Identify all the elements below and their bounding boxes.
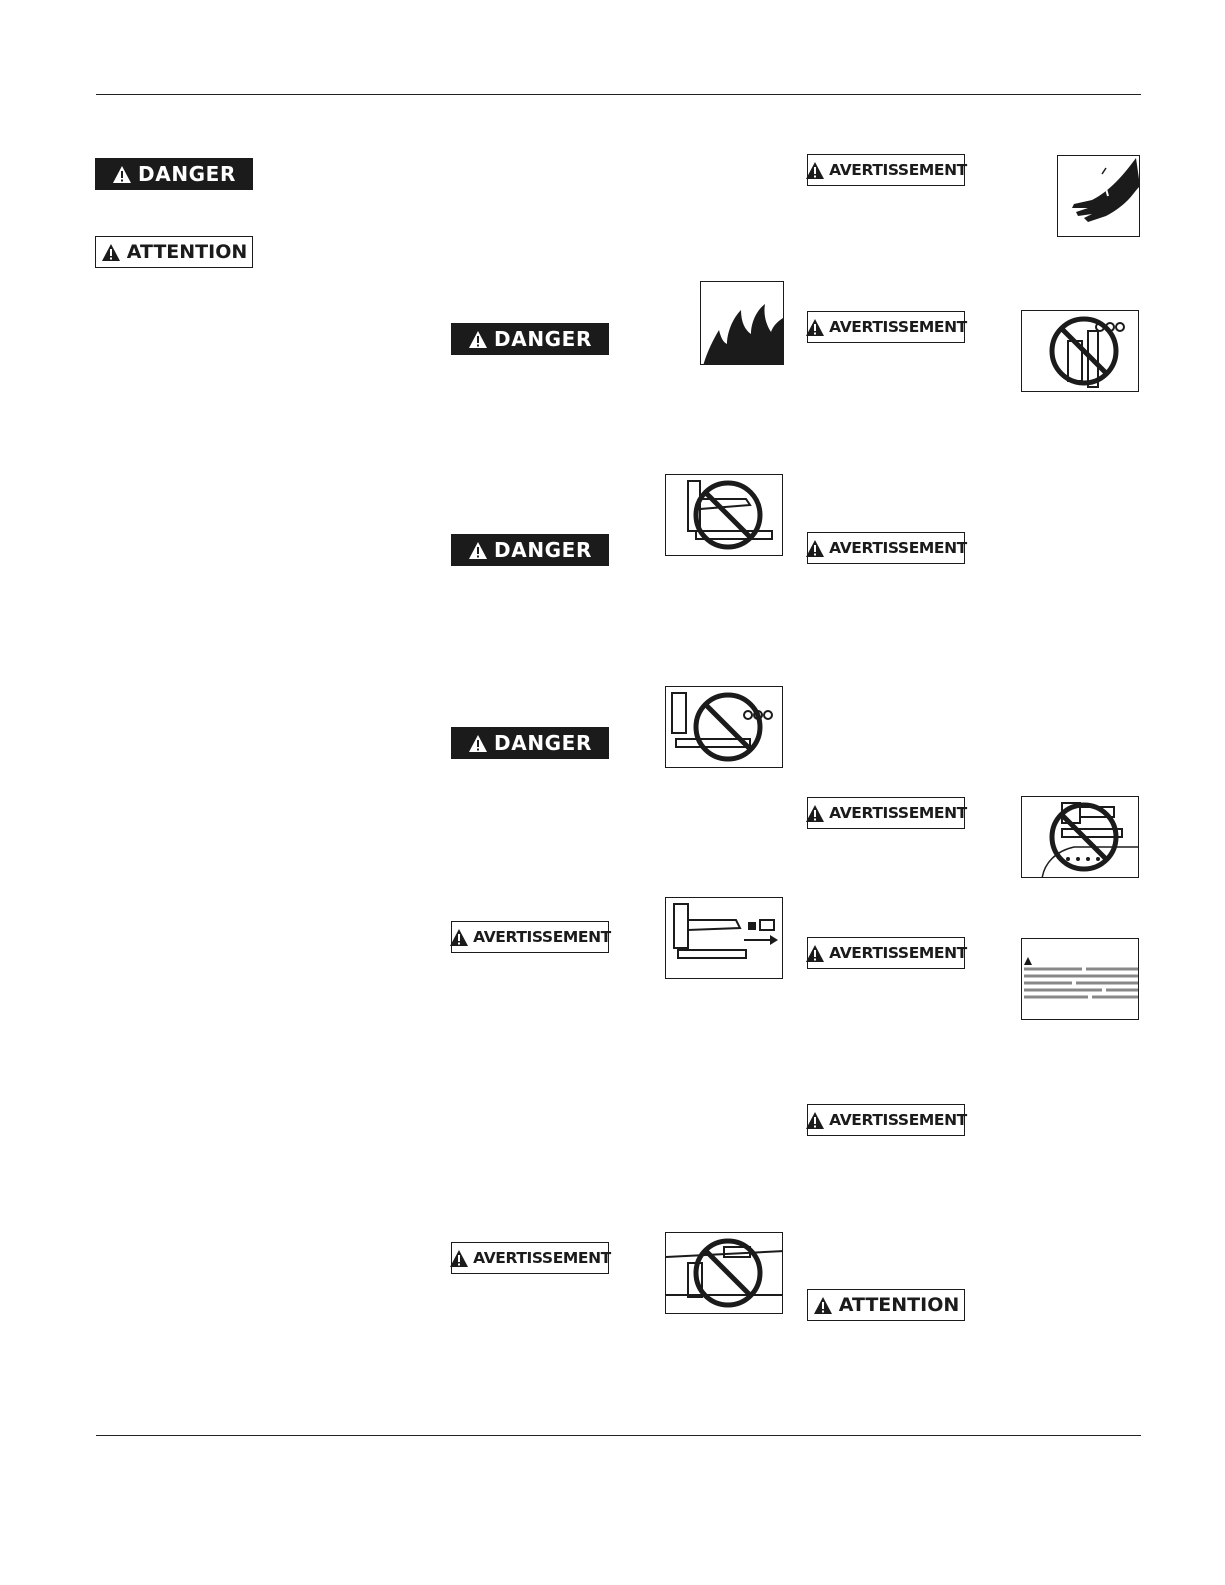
hand-injury-icon xyxy=(1057,155,1140,237)
danger-label: DANGER xyxy=(138,162,236,186)
warning-triangle-icon xyxy=(101,243,121,262)
attention-label: ATTENTION xyxy=(126,241,248,263)
danger-badge xyxy=(451,534,609,566)
prohibited-nailer-icon xyxy=(665,474,783,556)
avertissement-label: AVERTISSEMENT xyxy=(829,944,967,962)
avertissement-badge xyxy=(451,1242,609,1274)
bottom-rule xyxy=(96,1435,1141,1436)
avertissement-label: AVERTISSEMENT xyxy=(829,318,967,336)
avertissement-label: AVERTISSEMENT xyxy=(829,1111,967,1129)
warning-triangle-icon xyxy=(805,539,825,558)
danger-badge xyxy=(451,727,609,759)
disconnect-air-icon xyxy=(665,897,783,979)
danger-badge xyxy=(451,323,609,355)
avertissement-badge xyxy=(451,921,609,953)
avertissement-badge xyxy=(807,937,965,969)
danger-label: DANGER xyxy=(494,538,592,562)
prohibited-nailer-icon xyxy=(665,686,783,768)
warning-triangle-icon xyxy=(468,330,488,349)
prohibited-nailer-icon xyxy=(1021,796,1139,878)
danger-label: DANGER xyxy=(494,731,592,755)
warning-triangle-icon xyxy=(468,734,488,753)
avertissement-badge xyxy=(807,797,965,829)
warning-triangle-icon xyxy=(805,1111,825,1130)
attention-label: ATTENTION xyxy=(838,1294,960,1316)
warning-triangle-icon xyxy=(112,165,132,184)
avertissement-badge xyxy=(807,154,965,186)
top-rule xyxy=(96,94,1141,95)
warning-triangle-icon xyxy=(813,1296,833,1315)
prohibited-nailer-icon xyxy=(1021,310,1139,392)
avertissement-label: AVERTISSEMENT xyxy=(473,1249,611,1267)
warning-triangle-icon xyxy=(805,161,825,180)
avertissement-badge xyxy=(807,532,965,564)
attention-badge xyxy=(95,236,253,268)
warning-label-icon xyxy=(1021,938,1139,1020)
attention-badge xyxy=(807,1289,965,1321)
avertissement-label: AVERTISSEMENT xyxy=(473,928,611,946)
avertissement-label: AVERTISSEMENT xyxy=(829,539,967,557)
warning-triangle-icon xyxy=(805,944,825,963)
warning-triangle-icon xyxy=(805,318,825,337)
avertissement-label: AVERTISSEMENT xyxy=(829,161,967,179)
danger-label: DANGER xyxy=(494,327,592,351)
avertissement-label: AVERTISSEMENT xyxy=(829,804,967,822)
danger-badge xyxy=(95,158,253,190)
avertissement-badge xyxy=(807,311,965,343)
fire-icon xyxy=(700,281,784,365)
warning-triangle-icon xyxy=(805,804,825,823)
warning-triangle-icon xyxy=(449,928,469,947)
warning-triangle-icon xyxy=(468,541,488,560)
warning-triangle-icon xyxy=(449,1249,469,1268)
avertissement-badge xyxy=(807,1104,965,1136)
prohibited-nailer-icon xyxy=(665,1232,783,1314)
